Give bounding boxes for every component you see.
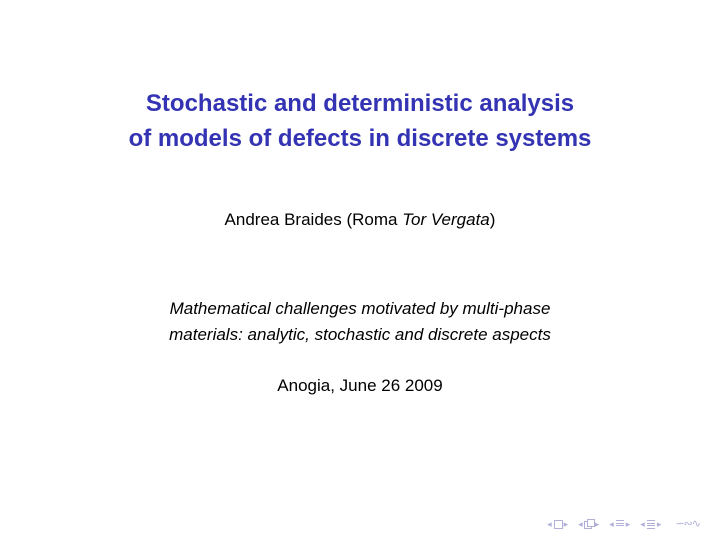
nav-section-group bbox=[609, 519, 630, 529]
event-line-2: materials: analytic, stochastic and discrete aspects bbox=[169, 325, 551, 344]
nav-prev-presentation-icon[interactable]: ◂ bbox=[640, 519, 645, 529]
nav-presentation-group bbox=[640, 519, 661, 529]
frame-icon[interactable] bbox=[553, 519, 563, 529]
nav-next-presentation-icon[interactable]: ▸ bbox=[656, 519, 662, 529]
presentation-icon[interactable] bbox=[646, 519, 656, 529]
talk-date: Anogia, June 26 2009 bbox=[277, 376, 443, 395]
nav-prev-frame-icon[interactable]: ◂ bbox=[547, 519, 552, 529]
author-closing: ) bbox=[489, 210, 496, 229]
search-icon[interactable]: ∽∾∿ bbox=[675, 518, 700, 530]
slide-title bbox=[0, 86, 720, 156]
nav-subsection-group bbox=[578, 519, 599, 529]
event-name bbox=[0, 296, 720, 348]
nav-prev-subsection-icon[interactable]: ◂ bbox=[578, 519, 583, 529]
subsection-icon[interactable] bbox=[584, 519, 594, 529]
author-name: Andrea Braides (Roma bbox=[224, 210, 403, 229]
title-line-1: Stochastic and deterministic analysis bbox=[145, 90, 575, 117]
event-line-1: Mathematical challenges motivated by multi-phase bbox=[169, 299, 551, 318]
nav-next-section-icon[interactable]: ▸ bbox=[625, 519, 631, 529]
section-icon[interactable] bbox=[615, 519, 625, 529]
author-affiliation: Tor Vergata bbox=[402, 210, 490, 229]
nav-next-subsection-icon[interactable]: ▸ bbox=[594, 519, 600, 529]
nav-next-frame-icon[interactable]: ▸ bbox=[563, 519, 569, 529]
author-line bbox=[0, 209, 720, 231]
nav-prev-section-icon[interactable]: ◂ bbox=[609, 519, 614, 529]
title-line-2: of models of defects in discrete systems bbox=[128, 125, 592, 152]
beamer-navigation-bar bbox=[541, 516, 700, 532]
nav-frame-group bbox=[547, 519, 568, 529]
